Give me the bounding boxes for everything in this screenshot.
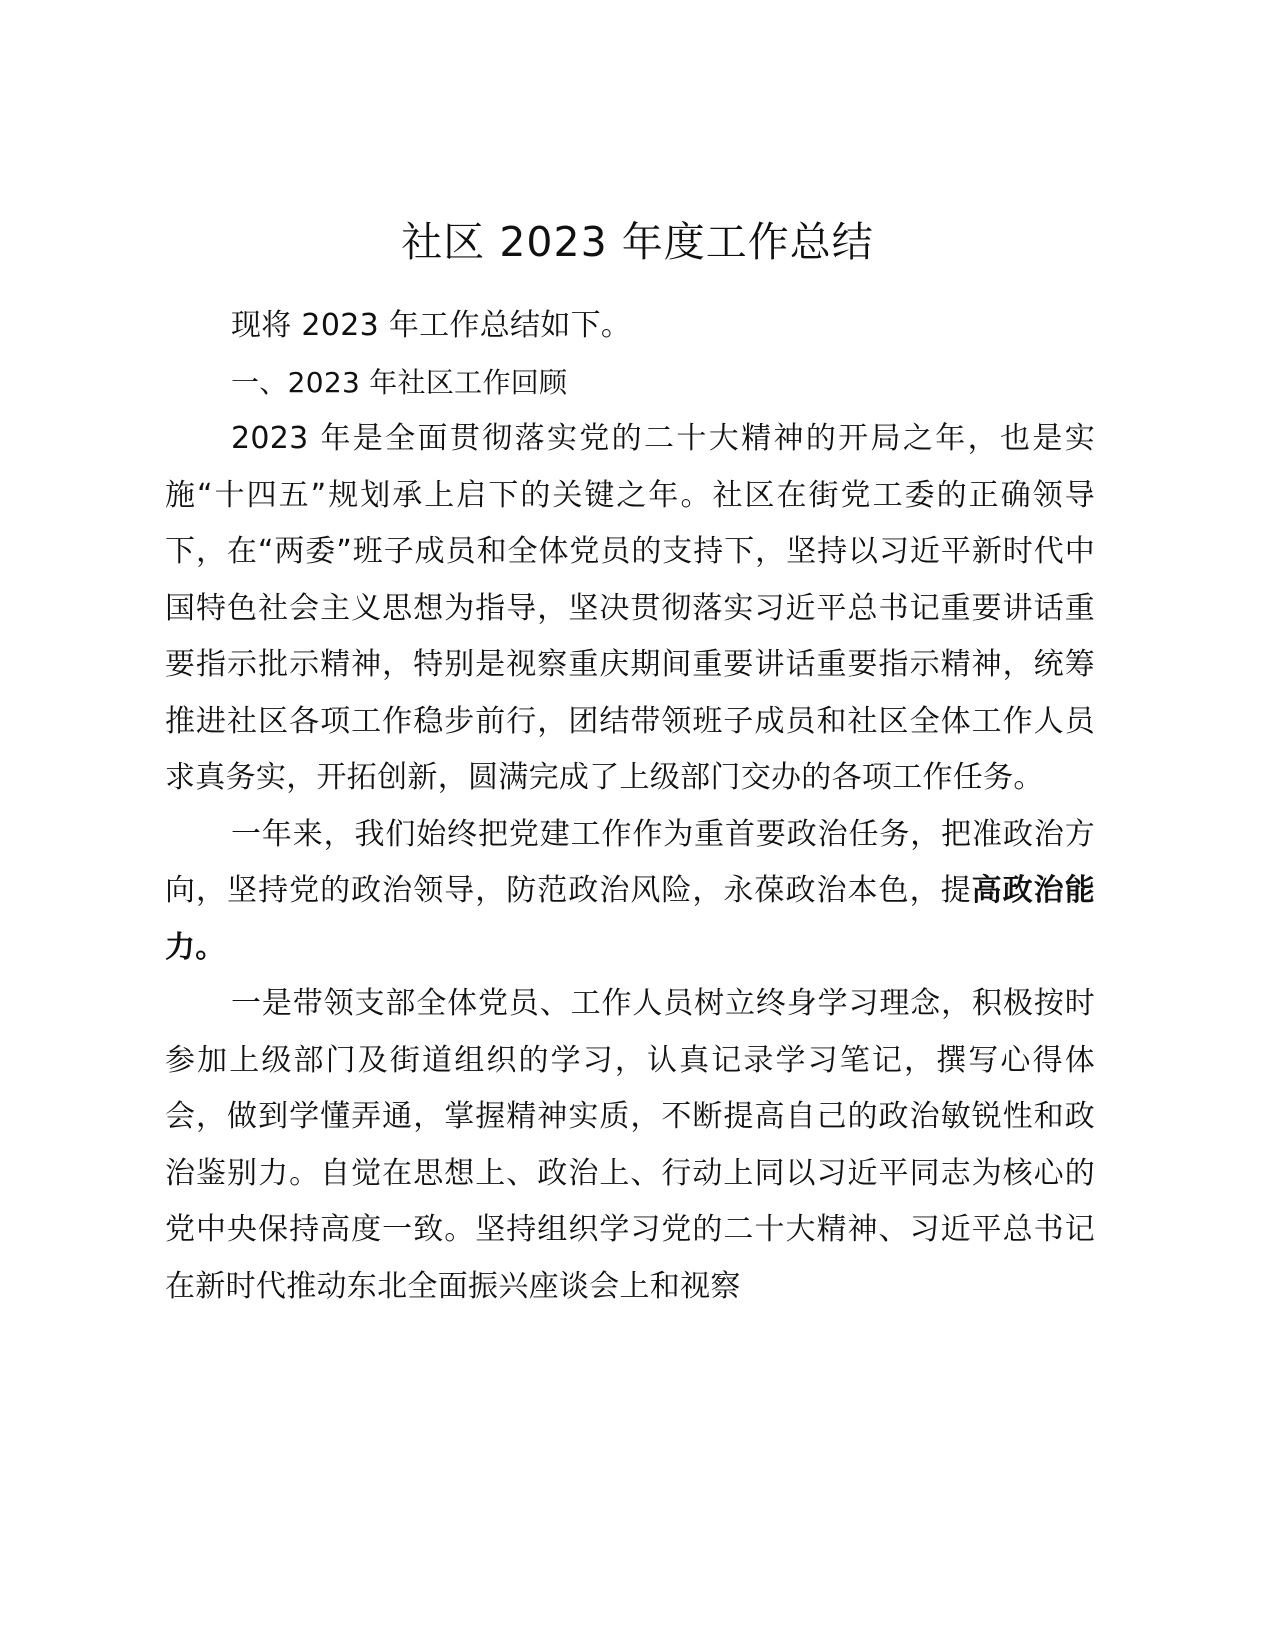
section-heading: 一、2023 年社区工作回顾 xyxy=(231,365,568,399)
paragraph-study: 一是带领支部全体党员、工作人员树立终身学习理念，积极按时参加上级部门及街道组织的学习，认真记录学习笔记，撰写心得体会，做到学懂弄通，掌握精神实质，不断提高自己的政治敏锐性和政治鉴别力。自觉在思想上、政治上、行动上同以习近平同志为核心的党中央保持高度一致。坚持组织学习党的二十大精神、习近平总书记在新时代推动东北全面振兴座谈会上和视察 xyxy=(165,986,1095,1304)
intro-paragraph: 现将 2023 年工作总结如下。 xyxy=(231,308,632,343)
document-body xyxy=(165,298,1095,1315)
document-title: 社区 2023 年度工作总结 xyxy=(401,218,874,266)
paragraph-party-building-text: 一年来，我们始终把党建工作作为重首要政治任务，把准政治方向，坚持党的政治领导，防范政治风险，永葆政治本色，提 xyxy=(165,816,1095,908)
paragraph-party-building-ending: 高政治能力。 xyxy=(165,873,1095,965)
paragraph-party-building xyxy=(165,807,1095,977)
paragraph-review: 2023 年是全面贯彻落实党的二十大精神的开局之年，也是实施“十四五”规划承上启下的关键之年。社区在街党工委的正确领导下，在“两委”班子成员和全体党员的支持下，坚持以习近平新时代中国特色社会主义思想为指导，坚决贯彻落实习近平总书记重要讲话重要指示批示精神，特别是视察重庆期间重要讲话重要指示精神，统筹推进社区各项工作稳步前行，团结带领班子成员和社区全体工作人员求真务实，开拓创新，圆满完成了上级部门交办的各项工作任务。 xyxy=(165,421,1095,795)
